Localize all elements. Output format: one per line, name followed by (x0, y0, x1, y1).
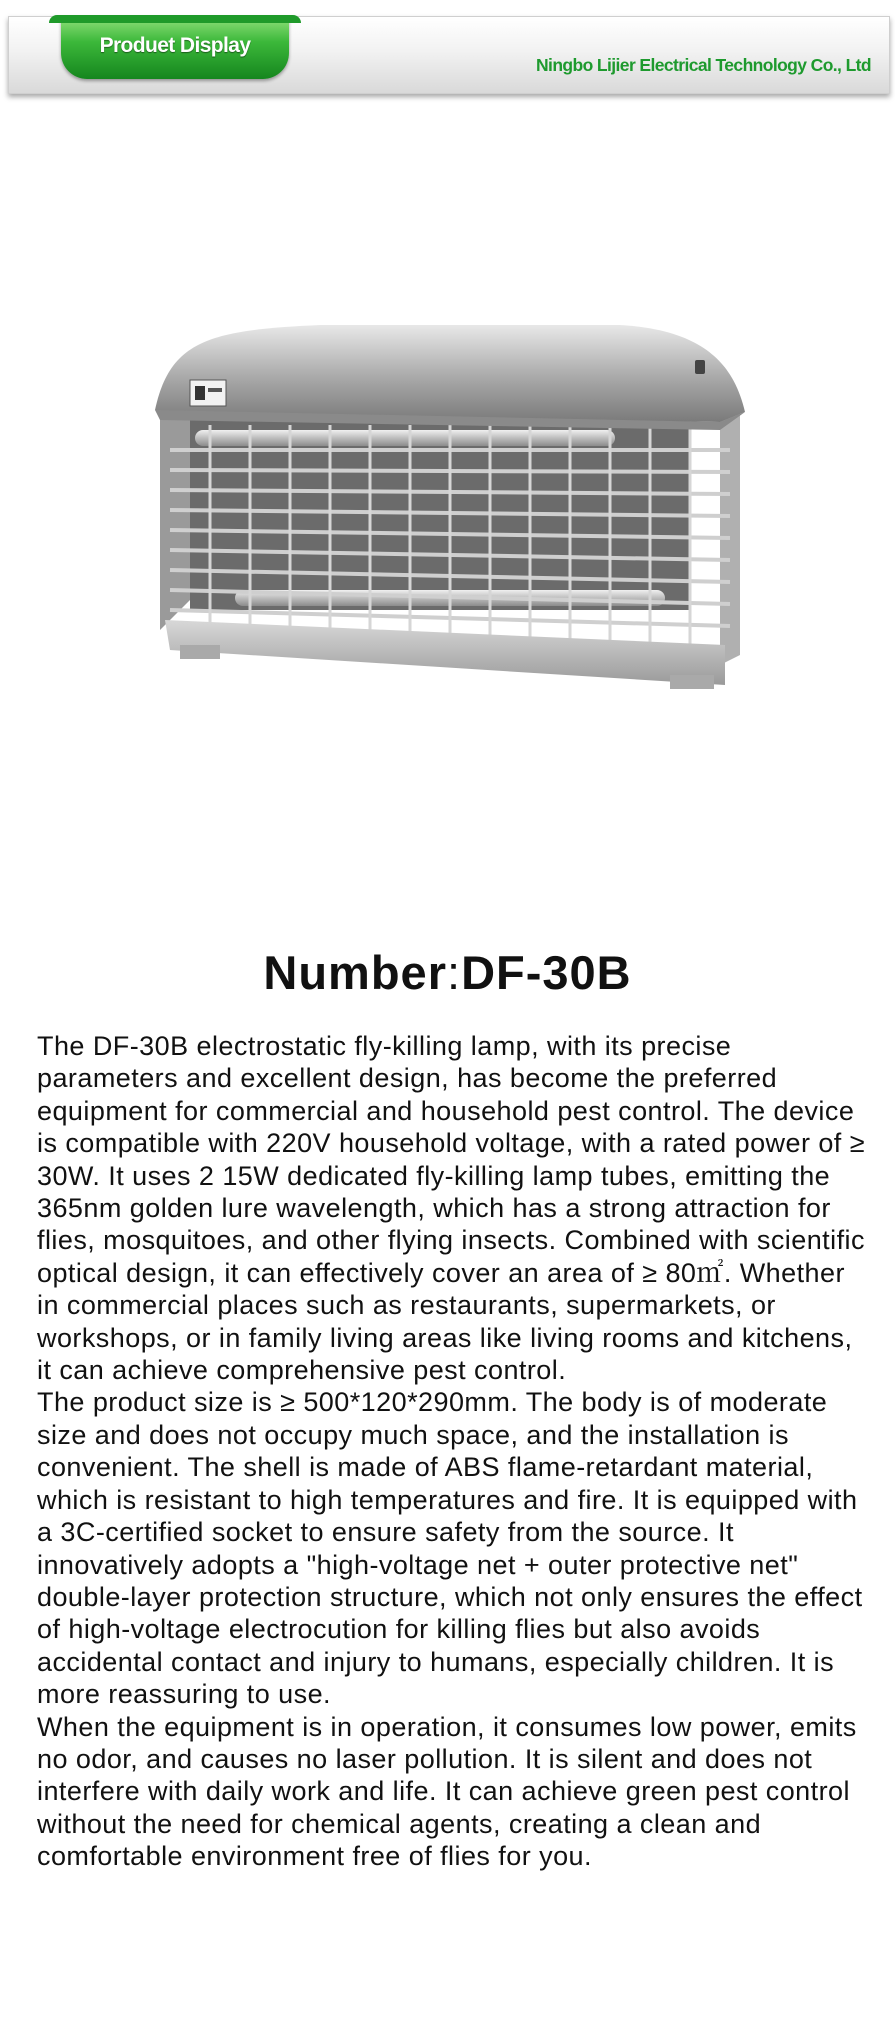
lamp-base (165, 620, 725, 685)
lamp-left-side (160, 410, 190, 630)
product-display-tab (61, 17, 289, 79)
fly-killing-lamp-illustration (150, 300, 750, 740)
model-number-separator: : (447, 946, 462, 999)
description-paragraph-2: The product size is ≥ 500*120*290mm. The body is of moderate size and does not occupy much space, and the installation is convenient. The shell is made of ABS flame-retardant material, which is resistant to high temperatures and fire. It is equipped with a 3C-certified socket to ensure safety from the source. It innovatively adopts a "high-voltage net + outer protective net" double-layer protection structure, which not only ensures the effect of high-voltage electrocution for killing flies but also avoids accidental contact and injury to humans, especially children. It is more reassuring to use. (37, 1387, 863, 1710)
header-banner (8, 16, 890, 94)
description-paragraph-1: The DF-30B electrostatic fly-killing lamp, with its precise parameters and excellent design, has become the preferred equipment for commercial and household pest control. The device is compatible with 220V household voltage, with a rated power of ≥ 30W. It uses 2 15W dedicated fly-killing lamp tubes, emitting the 365nm golden lure wavelength, which has a strong attraction for flies, mosquitoes, and other flying insects. Combined with scientific optical design, it can effectively cover an area of ≥ 80㎡. Whether in commercial places such as restaurants, supermarkets, or workshops, or in family living areas like living rooms and kitchens, it can achieve comprehensive pest control. (37, 1031, 865, 1386)
model-number-value: DF-30B (461, 946, 632, 999)
product-description (37, 1030, 867, 1873)
lamp-top-cover (155, 325, 745, 422)
model-number-label: Number (263, 946, 447, 999)
model-number-heading (0, 945, 895, 1000)
brand-label-mark (195, 386, 205, 400)
lamp-tube-upper (195, 430, 615, 446)
company-name: Ningbo Lijier Electrical Technology Co., Ltd (536, 55, 871, 75)
brand-label-line (208, 388, 222, 392)
product-display-label: Produet Display (99, 34, 251, 57)
power-switch (695, 360, 705, 374)
description-paragraph-3: When the equipment is in operation, it consumes low power, emits no odor, and causes no laser pollution. It is silent and does not interfere with daily work and life. It can achieve green pest control without the need for chemical agents, creating a clean and comfortable environment free of flies for you. (37, 1711, 857, 1872)
lamp-foot-left (180, 645, 220, 659)
lamp-foot-right (670, 675, 714, 689)
